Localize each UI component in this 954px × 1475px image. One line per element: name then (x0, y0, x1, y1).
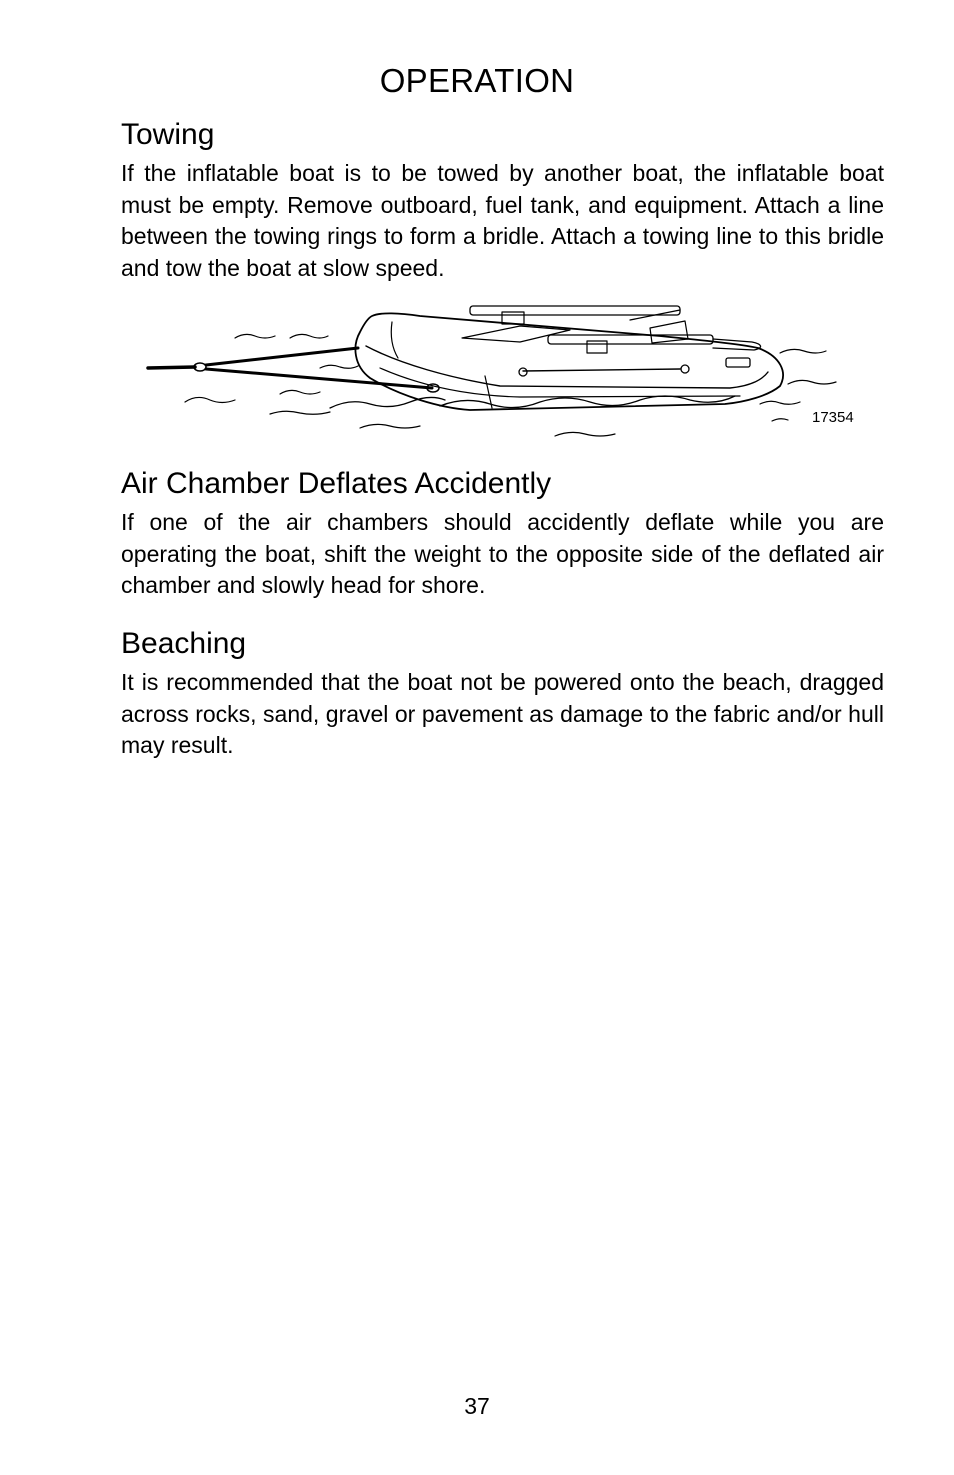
section-body-air-chamber: If one of the air chambers should accidently deflate while you are operating the boat, shift the weight to the opposite side of the deflated air chamber and slowly head for shore. (121, 509, 884, 598)
inflatable-boat-towing-drawing (140, 296, 870, 446)
section-body-towing: If the inflatable boat is to be towed by another boat, the inflatable boat must be empty. Remove outboard, fuel tank, and equipment. Attach a line between the towing rings to form a bridle. Attach a towing line to this bridle and tow the boat at slow speed. (121, 160, 884, 281)
figure-number: 17354 (812, 409, 854, 426)
page-number: 37 (464, 1393, 490, 1419)
section-body-beaching: It is recommended that the boat not be powered onto the beach, dragged across rocks, sand, gravel or pavement as damage to the fabric and/or hull may result. (121, 669, 884, 758)
section-heading-towing: Towing (121, 118, 215, 151)
section-heading-air-chamber: Air Chamber Deflates Accidently (121, 467, 552, 500)
section-towing (121, 116, 884, 284)
page-title: OPERATION (379, 62, 575, 99)
section-air-chamber (121, 465, 884, 602)
towing-illustration (140, 296, 870, 446)
section-heading-beaching: Beaching (121, 627, 247, 660)
section-beaching (121, 625, 884, 762)
